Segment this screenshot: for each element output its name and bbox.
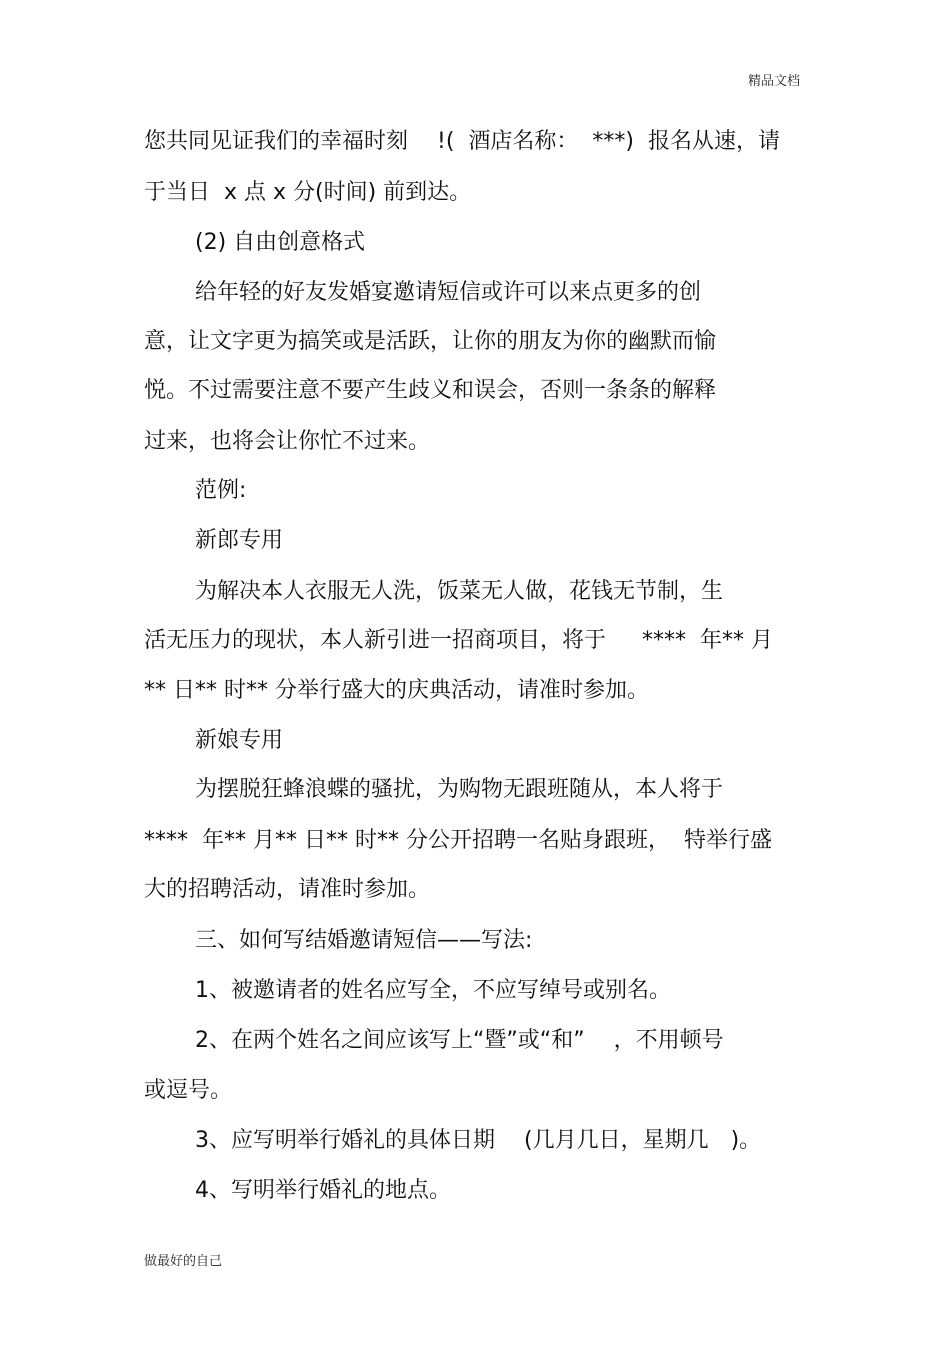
text-line-17: 三、如何写结婚邀请短信——写法: bbox=[195, 928, 533, 953]
text-line-13: 新娘专用 bbox=[195, 728, 284, 753]
page-footer: 做最好的自己 bbox=[144, 1254, 223, 1269]
text-line-4: 给年轻的好友发婚宴邀请短信或许可以来点更多的创 bbox=[195, 280, 702, 305]
text-line-20: 或逗号。 bbox=[144, 1078, 233, 1103]
text-line-5: 意，让文字更为搞笑或是活跃，让你的朋友为你的幽默而愉 bbox=[144, 329, 717, 354]
text-line-10: 为解决本人衣服无人洗，饭菜无人做，花钱无节制，生 bbox=[195, 579, 724, 604]
text-line-11: 活无压力的现状，本人新引进一招商项目，将于 **** 年** 月 bbox=[144, 628, 773, 653]
text-line-22: 4、写明举行婚礼的地点。 bbox=[195, 1178, 451, 1203]
text-line-21: 3、应写明举行婚礼的具体日期 (几月几日，星期几 )。 bbox=[195, 1128, 762, 1153]
text-line-2: 于当日 x 点 x 分(时间) 前到达。 bbox=[144, 180, 472, 205]
text-line-3: (2) 自由创意格式 bbox=[195, 230, 366, 255]
page-header: 精品文档 bbox=[747, 74, 800, 89]
text-line-8: 范例: bbox=[195, 478, 247, 503]
text-line-16: 大的招聘活动，请准时参加。 bbox=[144, 877, 431, 902]
text-line-12: ** 日** 时** 分举行盛大的庆典活动，请准时参加。 bbox=[144, 678, 649, 703]
text-line-7: 过来，也将会让你忙不过来。 bbox=[144, 429, 431, 454]
text-line-18: 1、被邀请者的姓名应写全，不应写绰号或别名。 bbox=[195, 978, 671, 1003]
text-line-15: **** 年** 月** 日** 时** 分公开招聘一名贴身跟班， 特举行盛 bbox=[144, 828, 772, 853]
text-line-9: 新郎专用 bbox=[195, 528, 284, 553]
text-line-1: 您共同见证我们的幸福时刻 !( 酒店名称： ***) 报名从速，请 bbox=[144, 129, 780, 154]
text-line-14: 为摆脱狂蜂浪蝶的骚扰，为购物无跟班随从，本人将于 bbox=[195, 777, 724, 802]
text-line-19: 2、在两个姓名之间应该写上“暨”或“和” ，不用顿号 bbox=[195, 1028, 724, 1053]
text-line-6: 悦。不过需要注意不要产生歧义和误会，否则一条条的解释 bbox=[144, 378, 717, 403]
